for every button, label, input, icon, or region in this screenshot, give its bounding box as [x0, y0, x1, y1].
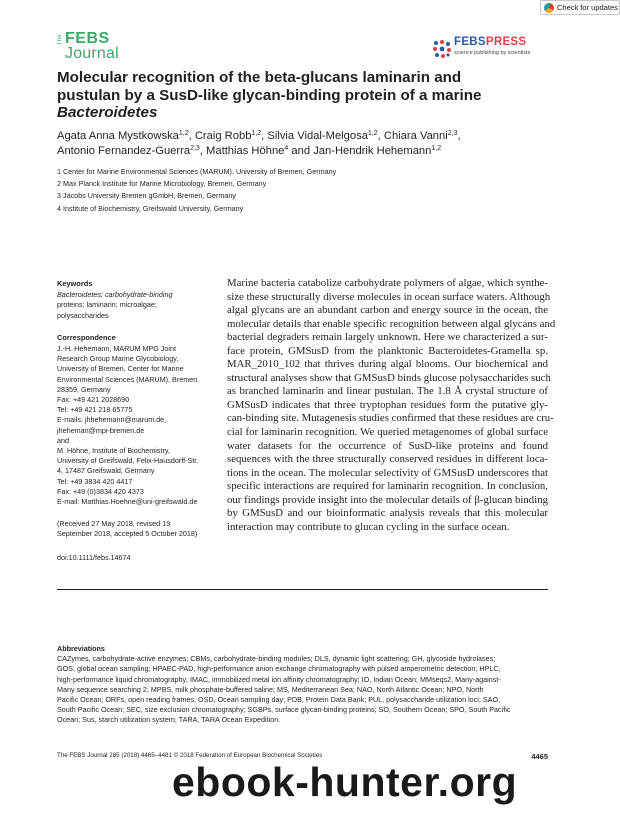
- correspondence-line: University of Greifswald, Felix-Hausdorff-Str.: [57, 456, 199, 466]
- doi-link[interactable]: doi:10.1111/febs.14674: [57, 552, 131, 562]
- author: Jan-Hendrik Hehemann: [313, 145, 432, 157]
- keywords-line: polysaccharides: [57, 310, 109, 320]
- affiliation: 3 Jacobs University Bremen gGmbH, Bremen, Germany: [57, 191, 236, 201]
- keywords-line: Bacteroidetes; carbohydrate-binding: [57, 290, 173, 300]
- abstract-line: can-binding site. Mutagenesis studies confirmed that these residues are cru-: [227, 412, 554, 425]
- abbreviations-heading: Abbreviations: [57, 644, 105, 653]
- author: Chiara Vanni: [383, 130, 448, 142]
- correspondence-heading: Correspondence: [57, 332, 116, 342]
- correspondence-line: Tel: +49 3834 420 4417: [57, 476, 133, 486]
- title-line: pustulan by a SusD-like glycan-binding protein of a marine: [57, 86, 482, 104]
- logo-the: The: [57, 34, 63, 46]
- correspondence-email[interactable]: jheheman@mpi-bremen.de: [57, 425, 145, 435]
- keywords-line: proteins; laminarin; microalgae;: [57, 300, 157, 310]
- correspondence-line: Research Group Marine Glycobiology,: [57, 354, 179, 364]
- abstract: [227, 277, 556, 534]
- abstract-line: structural analyses show that GMSusD binds glucose polysaccharides such: [227, 371, 551, 384]
- author: Matthias Höhne: [206, 145, 285, 157]
- abstract-line: algal glycans are an abundant carbon and energy source in the ocean, the: [227, 304, 548, 317]
- author-line: Antonio Fernandez-Guerra$^{2,3}$, Matthias Höhne$^4$ and Jan-Hendrik Hehemann$^{1,2}$: [57, 145, 442, 157]
- abbreviations-line: high-performance liquid chromatography; IMAC, immobilized metal ion affinity chromatography; IO, Indian Ocean; MMseqs2, Many-against-: [57, 674, 501, 684]
- correspondence-line: and: [57, 435, 69, 445]
- article-info-column: [57, 279, 215, 563]
- page-number: 4465: [531, 752, 548, 761]
- title-line: Bacteroidetes: [57, 104, 158, 121]
- title-line: Molecular recognition of the beta-glucans laminarin and: [57, 69, 462, 86]
- received-dates: [57, 519, 215, 539]
- correspondence-line: 4, 17487 Greifswald, Germany: [57, 466, 155, 476]
- check-for-updates-label: Check for updates: [557, 3, 618, 12]
- abbreviations-line: Many sequence searching 2; MPBS, milk phosphate-buffered saline; MS, Mediterranean Sea; NAO, North Atlantic Ocean; NPO, North: [57, 684, 484, 694]
- abstract-line: bacterial degraders remain largely unknown. Here we characterized a sur-: [227, 331, 548, 344]
- correspondence-line: Tel: +49 421 218 65775: [57, 405, 133, 415]
- abstract-line: tions in the ocean. The molecular selectivity of GMSusD underscores that: [227, 466, 548, 479]
- keywords-section: [57, 279, 215, 321]
- abstract-line: MAR_2010_102 that thrives during algal blooms. Our biochemical and: [227, 358, 548, 371]
- correspondence-line: 28359, Germany: [57, 384, 111, 394]
- author-line: Agata Anna Mystkowska$^{1,2}$, Craig Robb$^{1,2}$, Silvia Vidal-Melgosa$^{1,2}$, Chiara Vanni$^{2,3}$,: [57, 130, 461, 142]
- section-divider: [57, 589, 548, 590]
- abstract-line: our findings provide insight into the molecular details of β-glucan binding: [227, 493, 548, 506]
- keywords-heading: Keywords: [57, 279, 93, 288]
- correspondence-section: [57, 333, 215, 507]
- abstract-line: cial for laminarin recognition. We queried metagenomes of global surface: [227, 426, 548, 439]
- abbreviations-line: CAZymes, carbohydrate-active enzymes; CBMs, carbohydrate-binding modules; DLS, dynamic light scattering; GH, glycoside hydrolases;: [57, 654, 496, 664]
- abstract-line: molecular details that enable specific recognition between algal glycans and: [227, 317, 556, 330]
- abbreviations-line: Pacific Ocean; ORFs, open reading frames; OSD, Ocean sampling day; PDB, Protein Data Bank; PUL, polysaccharide utilization loci; SAO,: [57, 695, 501, 705]
- abbreviations-line: Ocean; Sus, starch utilization system; TARA, TARA Ocean Expedition.: [57, 715, 281, 725]
- author: Silvia Vidal-Melgosa: [267, 130, 368, 142]
- affiliations: [57, 166, 557, 215]
- correspondence-line: J.-H. Hehemann, MARUM MPG Joint: [57, 344, 177, 354]
- correspondence-line: Fax: +49 (0)3834 420 4373: [57, 486, 144, 496]
- correspondence-line: Fax: +49 421 2028690: [57, 395, 130, 405]
- abbreviations-line: South Pacific Ocean; SEC, size exclusion chromatography; SGBPs, surface glycan-binding proteins; SO, Southern Ocean; SPO, South Pacific: [57, 705, 511, 715]
- abbreviations: [57, 644, 557, 726]
- page-footer: [57, 752, 548, 759]
- author: Antonio Fernandez-Guerra: [57, 145, 191, 157]
- abstract-line: GMSusD indicates that three tryptophan residues form the putative gly-: [227, 398, 548, 411]
- article-title: [57, 69, 557, 122]
- footer-citation: The FEBS Journal 285 (2018) 4465–4481 © 2018 Federation of European Biochemical Societies: [57, 752, 323, 759]
- crossmark-icon: [544, 3, 554, 13]
- abstract-line: by GMSusD and our bioinformatic analysis reveals that this molecular: [227, 507, 548, 520]
- abstract-line: size these structurally diverse molecules in ocean surface waters. Although: [227, 290, 551, 303]
- abstract-line: face protein, GMSusD from the planktonic Bacteroidetes-Gramella sp.: [227, 344, 548, 357]
- received-line: (Received 27 May 2018, revised 19: [57, 519, 171, 529]
- febs-press-dots-icon: [432, 39, 452, 59]
- press-name: FEBSPRESS: [454, 36, 527, 48]
- correspondence-email[interactable]: E-mail: Matthias.Hoehne@uni-greifswald.de: [57, 497, 198, 507]
- affiliation: 4 Institute of Biochemistry, Greifswald University, Germany: [57, 203, 244, 213]
- author-list: [57, 129, 557, 159]
- correspondence-line: University of Bremen, Center for Marine: [57, 364, 184, 374]
- abstract-line: Marine bacteria catabolize carbohydrate polymers of algae, which synthe-: [227, 277, 548, 289]
- press-tagline: science publishing by scientists: [454, 50, 531, 56]
- abstract-line: specific interactions are required for laminarin recognition. In conclusion,: [227, 480, 548, 493]
- febs-press-logo: [432, 36, 542, 62]
- abstract-line: sequences with the three structurally conserved residues in different loca-: [227, 453, 548, 466]
- watermark: ebook-hunter.org: [172, 759, 518, 805]
- abstract-line: as branched laminarin and linear pustulan. The 1.8 Å crystal structure of: [227, 385, 548, 398]
- check-for-updates-button[interactable]: [540, 0, 620, 15]
- received-line: September 2018, accepted 5 October 2018): [57, 529, 198, 539]
- abbreviations-line: GOS, global ocean sampling; HPAEC-PAD, high-performance anion exchange chromatography with pulsed amperometric detection; HPLC,: [57, 664, 501, 674]
- abstract-line: water datasets for the occurrence of SusD-like proteins and found: [227, 439, 548, 452]
- author: Craig Robb: [194, 130, 252, 142]
- affiliation: 1 Center for Marine Environmental Sciences (MARUM), University of Bremen, Germany: [57, 167, 337, 176]
- author: Agata Anna Mystkowska: [57, 130, 179, 142]
- correspondence-line: Environmental Sciences (MARUM), Bremen: [57, 374, 198, 384]
- logo-journal: Journal: [65, 45, 119, 62]
- affiliation: 2 Max Planck Institute for Marine Microbiology, Bremen, Germany: [57, 179, 267, 189]
- correspondence-line: M. Höhne, Institute of Biochemistry,: [57, 446, 170, 456]
- febs-journal-logo: [57, 32, 131, 63]
- correspondence-email[interactable]: E-mails: jhhehemann@marum.de,: [57, 415, 167, 425]
- logo-febs: FEBS: [65, 30, 110, 47]
- abstract-line: interaction may contribute to glucan cycling in the surface ocean.: [227, 520, 510, 533]
